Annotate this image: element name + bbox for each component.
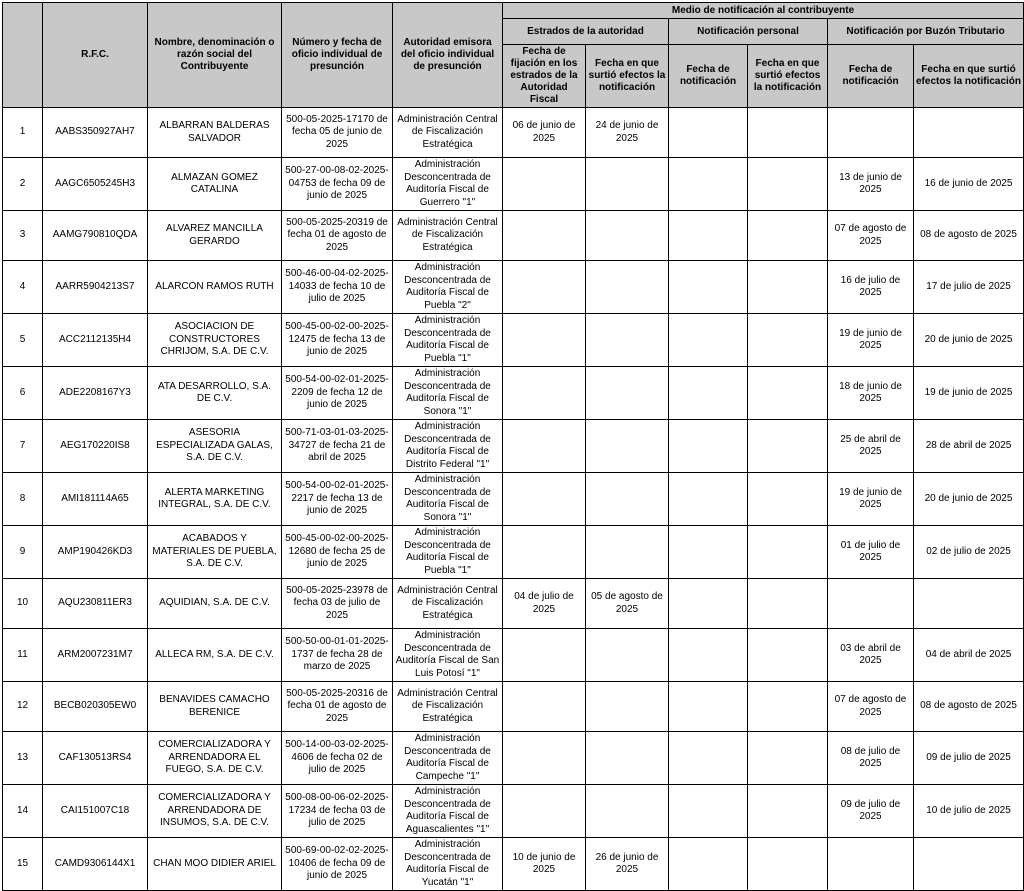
cell-rfc: BECB020305EW0 xyxy=(43,682,148,732)
cell-personal-fecha xyxy=(669,526,748,579)
table-row xyxy=(3,108,1024,158)
cell-personal-fecha xyxy=(669,732,748,785)
cell-nombre: COMERCIALIZADORA Y ARRENDADORA EL FUEGO, S.A. DE C.V. xyxy=(148,732,282,785)
cell-estrados-surtio xyxy=(586,314,669,367)
cell-nombre: ALLECA RM, S.A. DE C.V. xyxy=(148,629,282,682)
cell-oficio: 500-45-00-02-00-2025-12680 de fecha 25 de junio de 2025 xyxy=(282,526,393,579)
header-row-group-top xyxy=(3,3,1024,19)
cell-personal-fecha xyxy=(669,314,748,367)
cell-buzon-surtio: 19 de junio de 2025 xyxy=(914,367,1024,420)
cell-num: 12 xyxy=(3,682,43,732)
cell-estrados-fijacion xyxy=(503,526,586,579)
cell-personal-surtio xyxy=(748,108,828,158)
cell-autoridad: Administración Desconcentrada de Auditoría Fiscal de Aguascalientes "1" xyxy=(393,785,503,838)
cell-buzon-fecha: 13 de junio de 2025 xyxy=(828,158,914,211)
cell-oficio: 500-50-00-01-01-2025-1737 de fecha 28 de marzo de 2025 xyxy=(282,629,393,682)
cell-rfc: AQU230811ER3 xyxy=(43,579,148,629)
cell-personal-fecha xyxy=(669,211,748,261)
header-cell-buzon-surtio: Fecha en que surtió efectos la notificación xyxy=(914,45,1024,108)
cell-autoridad: Administración Desconcentrada de Auditoría Fiscal de Distrito Federal "1" xyxy=(393,420,503,473)
cell-estrados-surtio xyxy=(586,158,669,211)
cell-personal-fecha xyxy=(669,420,748,473)
cell-estrados-surtio xyxy=(586,211,669,261)
cell-personal-fecha xyxy=(669,838,748,891)
cell-buzon-fecha: 25 de abril de 2025 xyxy=(828,420,914,473)
cell-estrados-surtio xyxy=(586,420,669,473)
cell-estrados-fijacion: 10 de junio de 2025 xyxy=(503,838,586,891)
cell-personal-surtio xyxy=(748,682,828,732)
cell-num: 15 xyxy=(3,838,43,891)
cell-num: 4 xyxy=(3,261,43,314)
cell-autoridad: Administración Central de Fiscalización Estratégica xyxy=(393,579,503,629)
cell-autoridad: Administración Desconcentrada de Auditoría Fiscal de Puebla "1" xyxy=(393,314,503,367)
cell-estrados-fijacion: 04 de julio de 2025 xyxy=(503,579,586,629)
cell-rfc: ACC2112135H4 xyxy=(43,314,148,367)
cell-estrados-fijacion xyxy=(503,682,586,732)
cell-nombre: ALMAZAN GOMEZ CATALINA xyxy=(148,158,282,211)
cell-autoridad: Administración Desconcentrada de Auditoría Fiscal de Yucatán "1" xyxy=(393,838,503,891)
cell-buzon-surtio: 08 de agosto de 2025 xyxy=(914,682,1024,732)
cell-personal-fecha xyxy=(669,158,748,211)
cell-estrados-surtio: 24 de junio de 2025 xyxy=(586,108,669,158)
cell-rfc: CAI151007C18 xyxy=(43,785,148,838)
cell-nombre: ALVAREZ MANCILLA GERARDO xyxy=(148,211,282,261)
cell-nombre: CHAN MOO DIDIER ARIEL xyxy=(148,838,282,891)
cell-rfc: CAMD9306144X1 xyxy=(43,838,148,891)
cell-oficio: 500-71-03-01-03-2025-34727 de fecha 21 de abril de 2025 xyxy=(282,420,393,473)
table-row xyxy=(3,785,1024,838)
table-row xyxy=(3,682,1024,732)
cell-personal-surtio xyxy=(748,785,828,838)
cell-personal-fecha xyxy=(669,367,748,420)
cell-num: 9 xyxy=(3,526,43,579)
cell-nombre: ATA DESARROLLO, S.A. DE C.V. xyxy=(148,367,282,420)
cell-buzon-surtio: 20 de junio de 2025 xyxy=(914,473,1024,526)
cell-buzon-fecha: 09 de julio de 2025 xyxy=(828,785,914,838)
cell-estrados-fijacion xyxy=(503,420,586,473)
cell-estrados-surtio xyxy=(586,261,669,314)
cell-buzon-surtio: 02 de julio de 2025 xyxy=(914,526,1024,579)
cell-oficio: 500-54-00-02-01-2025-2217 de fecha 13 de junio de 2025 xyxy=(282,473,393,526)
table-row xyxy=(3,211,1024,261)
cell-personal-surtio xyxy=(748,629,828,682)
header-cell-personal-surtio: Fecha en que surtió efectos la notificación xyxy=(748,45,828,108)
cell-oficio: 500-05-2025-20316 de fecha 01 de agosto de 2025 xyxy=(282,682,393,732)
cell-rfc: ADE2208167Y3 xyxy=(43,367,148,420)
table-row xyxy=(3,261,1024,314)
cell-num: 3 xyxy=(3,211,43,261)
table-row xyxy=(3,838,1024,891)
header-cell-personal-fecha: Fecha de notificación xyxy=(669,45,748,108)
cell-rfc: CAF130513RS4 xyxy=(43,732,148,785)
header-cell-autoridad: Autoridad emisora del oficio individual de presunción xyxy=(393,3,503,108)
cell-autoridad: Administración Desconcentrada de Auditoría Fiscal de San Luis Potosí "1" xyxy=(393,629,503,682)
cell-estrados-surtio: 05 de agosto de 2025 xyxy=(586,579,669,629)
header-cell-medio-notificacion: Medio de notificación al contribuyente xyxy=(503,3,1024,19)
cell-estrados-fijacion xyxy=(503,314,586,367)
cell-personal-surtio xyxy=(748,367,828,420)
cell-personal-surtio xyxy=(748,420,828,473)
cell-estrados-surtio xyxy=(586,367,669,420)
cell-personal-surtio xyxy=(748,732,828,785)
cell-buzon-surtio xyxy=(914,838,1024,891)
header-cell-estrados: Estrados de la autoridad xyxy=(503,19,669,45)
cell-buzon-surtio: 04 de abril de 2025 xyxy=(914,629,1024,682)
cell-num: 11 xyxy=(3,629,43,682)
cell-estrados-fijacion xyxy=(503,367,586,420)
cell-estrados-fijacion xyxy=(503,732,586,785)
cell-estrados-surtio xyxy=(586,526,669,579)
cell-personal-surtio xyxy=(748,261,828,314)
cell-buzon-fecha xyxy=(828,838,914,891)
table-row xyxy=(3,579,1024,629)
cell-nombre: ASESORIA ESPECIALIZADA GALAS, S.A. DE C.V. xyxy=(148,420,282,473)
cell-buzon-fecha xyxy=(828,579,914,629)
cell-oficio: 500-05-2025-23978 de fecha 03 de julio de 2025 xyxy=(282,579,393,629)
cell-num: 1 xyxy=(3,108,43,158)
cell-autoridad: Administración Central de Fiscalización Estratégica xyxy=(393,211,503,261)
cell-personal-fecha xyxy=(669,261,748,314)
cell-autoridad: Administración Central de Fiscalización Estratégica xyxy=(393,108,503,158)
cell-nombre: ACABADOS Y MATERIALES DE PUEBLA, S.A. DE C.V. xyxy=(148,526,282,579)
document-page xyxy=(0,2,1024,888)
cell-oficio: 500-54-00-02-01-2025-2209 de fecha 12 de junio de 2025 xyxy=(282,367,393,420)
table-header xyxy=(3,3,1024,108)
cell-estrados-surtio xyxy=(586,785,669,838)
cell-estrados-surtio xyxy=(586,629,669,682)
cell-personal-surtio xyxy=(748,314,828,367)
table-row xyxy=(3,629,1024,682)
notification-table xyxy=(2,2,1024,891)
cell-personal-fecha xyxy=(669,473,748,526)
cell-buzon-surtio: 09 de julio de 2025 xyxy=(914,732,1024,785)
cell-buzon-fecha: 19 de junio de 2025 xyxy=(828,314,914,367)
cell-rfc: AABS350927AH7 xyxy=(43,108,148,158)
cell-oficio: 500-69-00-02-02-2025-10406 de fecha 09 de junio de 2025 xyxy=(282,838,393,891)
cell-personal-surtio xyxy=(748,211,828,261)
cell-num: 8 xyxy=(3,473,43,526)
cell-oficio: 500-08-00-06-02-2025-17234 de fecha 03 de julio de 2025 xyxy=(282,785,393,838)
cell-autoridad: Administración Central de Fiscalización Estratégica xyxy=(393,682,503,732)
cell-personal-fecha xyxy=(669,629,748,682)
cell-nombre: AQUIDIAN, S.A. DE C.V. xyxy=(148,579,282,629)
cell-nombre: BENAVIDES CAMACHO BERENICE xyxy=(148,682,282,732)
cell-num: 10 xyxy=(3,579,43,629)
cell-oficio: 500-05-2025-17170 de fecha 05 de junio de 2025 xyxy=(282,108,393,158)
cell-buzon-fecha: 01 de julio de 2025 xyxy=(828,526,914,579)
cell-estrados-surtio: 26 de junio de 2025 xyxy=(586,838,669,891)
cell-estrados-surtio xyxy=(586,682,669,732)
cell-buzon-surtio: 10 de julio de 2025 xyxy=(914,785,1024,838)
cell-rfc: ARM2007231M7 xyxy=(43,629,148,682)
table-row xyxy=(3,367,1024,420)
cell-nombre: ALERTA MARKETING INTEGRAL, S.A. DE C.V. xyxy=(148,473,282,526)
header-cell-buzon-fecha: Fecha de notificación xyxy=(828,45,914,108)
cell-estrados-fijacion xyxy=(503,158,586,211)
table-body xyxy=(3,108,1024,891)
cell-estrados-surtio xyxy=(586,473,669,526)
header-cell-nombre: Nombre, denominación o razón social del Contribuyente xyxy=(148,3,282,108)
header-cell-rfc: R.F.C. xyxy=(43,3,148,108)
cell-buzon-fecha: 18 de junio de 2025 xyxy=(828,367,914,420)
cell-estrados-fijacion xyxy=(503,261,586,314)
cell-estrados-fijacion: 06 de junio de 2025 xyxy=(503,108,586,158)
cell-estrados-fijacion xyxy=(503,629,586,682)
cell-oficio: 500-05-2025-20319 de fecha 01 de agosto de 2025 xyxy=(282,211,393,261)
cell-num: 13 xyxy=(3,732,43,785)
cell-buzon-surtio: 17 de julio de 2025 xyxy=(914,261,1024,314)
cell-oficio: 500-27-00-08-02-2025-04753 de fecha 09 de junio de 2025 xyxy=(282,158,393,211)
table-row xyxy=(3,473,1024,526)
cell-rfc: AAMG790810QDA xyxy=(43,211,148,261)
cell-num: 14 xyxy=(3,785,43,838)
cell-rfc: AMP190426KD3 xyxy=(43,526,148,579)
cell-personal-fecha xyxy=(669,579,748,629)
cell-autoridad: Administración Desconcentrada de Auditoría Fiscal de Guerrero "1" xyxy=(393,158,503,211)
cell-autoridad: Administración Desconcentrada de Auditoría Fiscal de Sonora "1" xyxy=(393,367,503,420)
table-row xyxy=(3,420,1024,473)
cell-buzon-surtio: 20 de junio de 2025 xyxy=(914,314,1024,367)
cell-buzon-fecha: 07 de agosto de 2025 xyxy=(828,682,914,732)
cell-num: 7 xyxy=(3,420,43,473)
cell-nombre: ALBARRAN BALDERAS SALVADOR xyxy=(148,108,282,158)
table-row xyxy=(3,314,1024,367)
cell-oficio: 500-14-00-03-02-2025-4606 de fecha 02 de julio de 2025 xyxy=(282,732,393,785)
cell-rfc: AMI181114A65 xyxy=(43,473,148,526)
header-cell-estrados-surtio: Fecha en que surtió efectos la notificación xyxy=(586,45,669,108)
cell-buzon-fecha: 19 de junio de 2025 xyxy=(828,473,914,526)
table-row xyxy=(3,732,1024,785)
cell-estrados-fijacion xyxy=(503,473,586,526)
cell-buzon-fecha: 07 de agosto de 2025 xyxy=(828,211,914,261)
cell-personal-surtio xyxy=(748,526,828,579)
header-cell-notificacion-personal: Notificación personal xyxy=(669,19,828,45)
cell-num: 2 xyxy=(3,158,43,211)
cell-estrados-fijacion xyxy=(503,211,586,261)
cell-buzon-surtio: 28 de abril de 2025 xyxy=(914,420,1024,473)
cell-buzon-surtio xyxy=(914,579,1024,629)
cell-autoridad: Administración Desconcentrada de Auditoría Fiscal de Puebla "1" xyxy=(393,526,503,579)
header-cell-oficio: Número y fecha de oficio individual de presunción xyxy=(282,3,393,108)
cell-autoridad: Administración Desconcentrada de Auditoría Fiscal de Sonora "1" xyxy=(393,473,503,526)
cell-personal-fecha xyxy=(669,682,748,732)
cell-buzon-fecha: 16 de julio de 2025 xyxy=(828,261,914,314)
cell-buzon-surtio: 16 de junio de 2025 xyxy=(914,158,1024,211)
cell-num: 6 xyxy=(3,367,43,420)
cell-personal-surtio xyxy=(748,473,828,526)
header-cell-estrados-fijacion: Fecha de fijación en los estrados de la Autoridad Fiscal xyxy=(503,45,586,108)
cell-personal-surtio xyxy=(748,158,828,211)
cell-rfc: AEG170220IS8 xyxy=(43,420,148,473)
cell-nombre: ASOCIACION DE CONSTRUCTORES CHRIJOM, S.A. DE C.V. xyxy=(148,314,282,367)
cell-buzon-fecha: 03 de abril de 2025 xyxy=(828,629,914,682)
cell-buzon-fecha xyxy=(828,108,914,158)
table-row xyxy=(3,526,1024,579)
cell-autoridad: Administración Desconcentrada de Auditoría Fiscal de Campeche "1" xyxy=(393,732,503,785)
header-cell-row-number xyxy=(3,3,43,108)
cell-personal-surtio xyxy=(748,579,828,629)
table-row xyxy=(3,158,1024,211)
cell-estrados-fijacion xyxy=(503,785,586,838)
header-cell-buzon-tributario: Notificación por Buzón Tributario xyxy=(828,19,1024,45)
cell-nombre: ALARCON RAMOS RUTH xyxy=(148,261,282,314)
cell-autoridad: Administración Desconcentrada de Auditoría Fiscal de Puebla "2" xyxy=(393,261,503,314)
cell-nombre: COMERCIALIZADORA Y ARRENDADORA DE INSUMOS, S.A. DE C.V. xyxy=(148,785,282,838)
cell-buzon-surtio xyxy=(914,108,1024,158)
cell-oficio: 500-46-00-04-02-2025-14033 de fecha 10 de julio de 2025 xyxy=(282,261,393,314)
cell-rfc: AARR5904213S7 xyxy=(43,261,148,314)
cell-personal-fecha xyxy=(669,108,748,158)
cell-buzon-surtio: 08 de agosto de 2025 xyxy=(914,211,1024,261)
cell-estrados-surtio xyxy=(586,732,669,785)
cell-rfc: AAGC6505245H3 xyxy=(43,158,148,211)
cell-oficio: 500-45-00-02-00-2025-12475 de fecha 13 de junio de 2025 xyxy=(282,314,393,367)
cell-personal-surtio xyxy=(748,838,828,891)
cell-num: 5 xyxy=(3,314,43,367)
cell-personal-fecha xyxy=(669,785,748,838)
cell-buzon-fecha: 08 de julio de 2025 xyxy=(828,732,914,785)
